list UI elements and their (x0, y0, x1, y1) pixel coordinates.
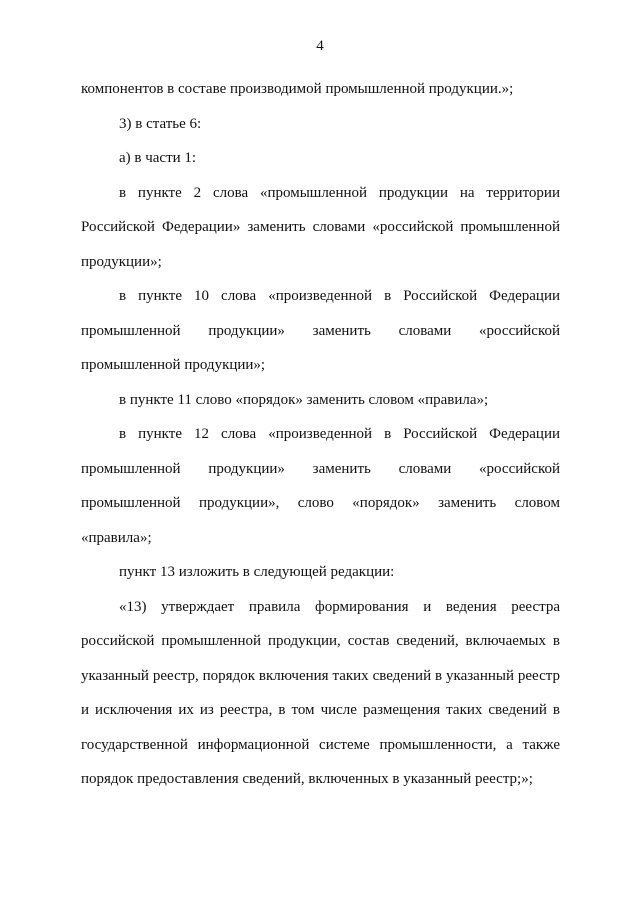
paragraph-point-13-text: «13) утверждает правила формирования и ведения реестра российской промышленной продукции, состав сведений, включаемых в указанный реестр, порядок включения таких сведений в указанный реестр и исключения их из реестра, в том числе размещения таких сведений в государственной информационной системе промышленности, а также порядок предоставления сведений, включенных в указанный реестр;»; (81, 598, 560, 787)
paragraph-point-2: в пункте 2 слова «промышленной продукции на территории Российской Федерации» заменить словами «российской промышленной продукции»; (81, 184, 560, 270)
paragraph-continuation: компонентов в составе производимой промышленной продукции.»; (81, 81, 514, 97)
paragraph-item-3: 3) в статье 6: (119, 115, 202, 132)
paragraph-subitem-a: а) в части 1: (119, 150, 197, 166)
paragraph-point-10: в пункте 10 слова «произведенной в Российской Федерации промышленной продукции» заменить словами «российской промышленной продукции»; (81, 288, 560, 373)
page-number: 4 (316, 38, 324, 54)
document-body (81, 72, 560, 797)
paragraph-point-13-intro: пункт 13 изложить в следующей редакции: (119, 564, 395, 580)
paragraph-point-11: в пункте 11 слово «порядок» заменить словом «правила»; (119, 391, 489, 408)
paragraph-point-12: в пункте 12 слова «произведенной в Российской Федерации промышленной продукции» заменить словами «российской промышленной продукции», слово «порядок» заменить словом «правила»; (81, 426, 560, 546)
